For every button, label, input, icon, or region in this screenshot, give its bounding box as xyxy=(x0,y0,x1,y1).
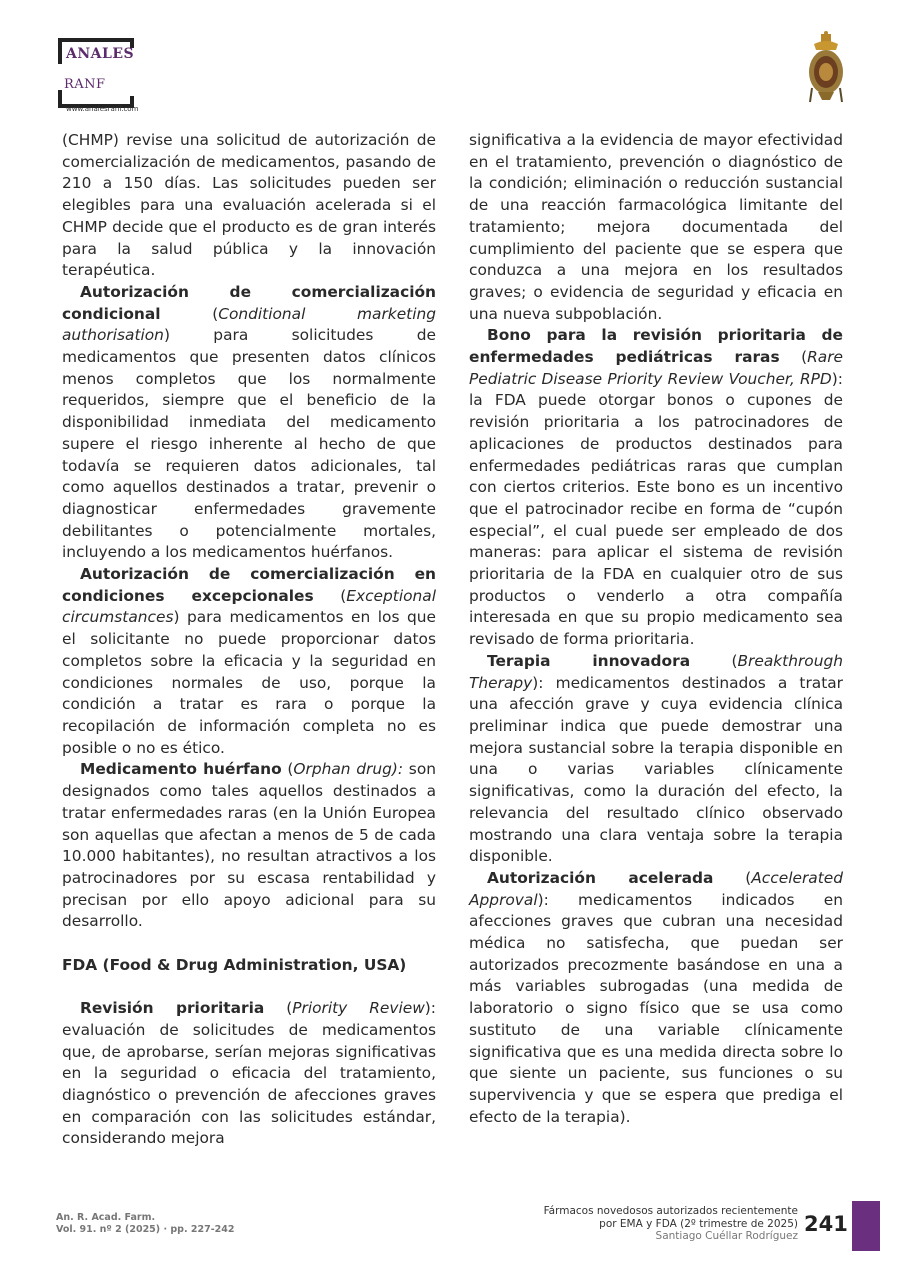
term: Terapia innovadora xyxy=(487,651,691,670)
text: ) para solicitudes de medicamentos que presenten datos clínicos menos completos que los normalmente requeridos, siempre que el beneficio de la disponibilidad inmediata del medicamento supere el riesgo inherente al hecho de que todavía se requieren datos adicionales, tal como aquellos destinados a tratar, prevenir o diagnosticar enfermedades gravemente debilitantes o potencialmente mortales, incluyendo a los medicamentos huérfanos. xyxy=(62,326,436,562)
paragraph-priority-review xyxy=(62,998,436,1150)
text: ( xyxy=(713,868,752,887)
english-term: Orphan drug): xyxy=(293,760,404,779)
section-heading: FDA (Food & Drug Administration, USA) xyxy=(62,955,407,974)
paragraph-exceptional-circumstances xyxy=(62,564,436,759)
academy-crest-icon xyxy=(806,30,846,106)
text: son designados como tales aquellos destinados a tratar enfermedades raras (en la Unión Europea son aquellas que afectan a menos de 5 de cada 10.000 habitantes), no resultan atractivos a los patrocinadores por su escasa rentabilidad y precisan por ello apoyo adicional para su desarrollo. xyxy=(62,760,436,931)
english-term: Rare Pediatric Disease Priority Review Voucher, RPD xyxy=(469,348,843,388)
term: Medicamento huérfano xyxy=(80,760,282,779)
logo-frame xyxy=(58,38,62,64)
paragraph: significativa a la evidencia de mayor efectividad en el tratamiento, prevención o diagnóstico de la condición; eliminación o reducción sustancial de una reacción farmacológica limitante del tratamiento; mejora documentada del cumplimiento del paciente que se espera que conduzca a una mejora en los resultados graves; o evidencia de seguridad y eficacia en una nueva subpoblación. xyxy=(469,131,843,323)
text: ( xyxy=(160,304,219,323)
text: ): medicamentos indicados en afecciones graves que cubran una necesidad médica no satisfecha, que puedan ser autorizados precozmente basándose en una a más variables subrogadas (una medida de laboratorio o signo físico que se usa como sustituto de una variable clínicamente significativa que es una medida directa sobre lo que siente un paciente, sus funciones o su supervivencia y que se espera que prediga el efecto de la terapia). xyxy=(469,890,843,1126)
paragraph-breakthrough-therapy xyxy=(469,651,843,868)
text: ( xyxy=(779,348,808,367)
text: ): la FDA puede otorgar bonos o cupones de revisión prioritaria a los patrocinadores de aplicaciones de productos destinados para enfermedades pediátricas raras que cumplan con ciertos criterios. Este bono es un incentivo que el patrocinador recibe en forma de “cupón especial”, el cual puede ser empleado de dos maneras: para aplicar el sistema de revisión prioritaria de la FDA en cualquier otro de sus productos o venderlo a otra compañía interesada en que su propio medicamento sea revisado de forma prioritaria. xyxy=(469,369,843,649)
logo-frame xyxy=(58,38,134,42)
paragraph: (CHMP) revise una solicitud de autorización de comercialización de medicamentos, pasando de 210 a 150 días. Las solicitudes pueden ser elegibles para una evaluación acelerada si el CHMP decide que el producto es de gran interés para la salud pública y la innovación terapéutica. xyxy=(62,131,436,280)
english-term: Conditional marketing authorisation xyxy=(62,304,436,345)
left-column xyxy=(62,130,436,1150)
term: Bono para la revisión prioritaria de enfermedades pediátricas raras xyxy=(469,326,843,367)
text: ): medicamentos destinados a tratar una afección grave y cuya evidencia clínica preliminar indica que puede demostrar una mejora sustancial sobre la terapia disponible en una o varias variables clínicamente significativas, como la duración del efecto, la relevancia del resultado clínico observado mostrando una clara ventaja sobre la terapia disponible. xyxy=(469,673,843,866)
page-accent-bar xyxy=(852,1201,880,1251)
term: Revisión prioritaria xyxy=(80,999,265,1018)
paragraph-accelerated-approval xyxy=(469,868,843,1128)
journal-volume: Vol. 91. nº 2 (2025) · pp. 227-242 xyxy=(56,1224,235,1235)
footer-citation xyxy=(56,1212,234,1236)
paragraph-rpd-voucher xyxy=(469,325,843,651)
page-number: 241 xyxy=(804,1212,848,1236)
text: ( xyxy=(313,586,347,605)
text: ( xyxy=(281,760,294,779)
logo-word-anales: ANALES xyxy=(66,46,135,62)
paragraph-conditional-authorisation xyxy=(62,282,436,564)
english-term: Accelerated Approval xyxy=(469,868,843,909)
logo-url: www.analesranf.com xyxy=(66,105,139,113)
term: Autorización de comercialización en condiciones excepcionales xyxy=(62,565,436,605)
journal-logo xyxy=(56,38,186,118)
article-title-line1: Fármacos novedosos autorizados recientemente xyxy=(543,1205,798,1217)
text: ) para medicamentos en los que el solicitante no puede proporcionar datos completos sobre la eficacia y la seguridad en condiciones normales de uso, porque la condición a tratar es rara o porque la recopilación de información completa no es posible o no es ético. xyxy=(62,608,436,757)
english-term: Breakthrough Therapy xyxy=(469,651,843,692)
logo-word-ranf: RANF xyxy=(64,77,106,92)
english-term: Exceptional circumstances xyxy=(62,586,436,627)
text: ( xyxy=(690,651,738,670)
journal-name: An. R. Acad. Farm. xyxy=(56,1212,156,1223)
text: ( xyxy=(264,999,293,1018)
term: Autorización acelerada xyxy=(487,868,714,887)
footer-article-info xyxy=(544,1205,798,1243)
english-term: Priority Review xyxy=(292,999,425,1018)
right-column xyxy=(469,130,843,1128)
text: ): evaluación de solicitudes de medicamentos que, de aprobarse, serían mejoras significativas en la seguridad o eficacia del tratamiento, diagnóstico o prevención de afecciones graves en comparación con las solicitudes estándar, considerando mejora xyxy=(62,999,436,1148)
term: Autorización de comercialización condicional xyxy=(62,282,436,323)
article-title-line2: por EMA y FDA (2º trimestre de 2025) xyxy=(599,1217,798,1230)
paragraph-orphan-drug xyxy=(62,759,436,933)
article-author: Santiago Cuéllar Rodríguez xyxy=(655,1230,798,1242)
